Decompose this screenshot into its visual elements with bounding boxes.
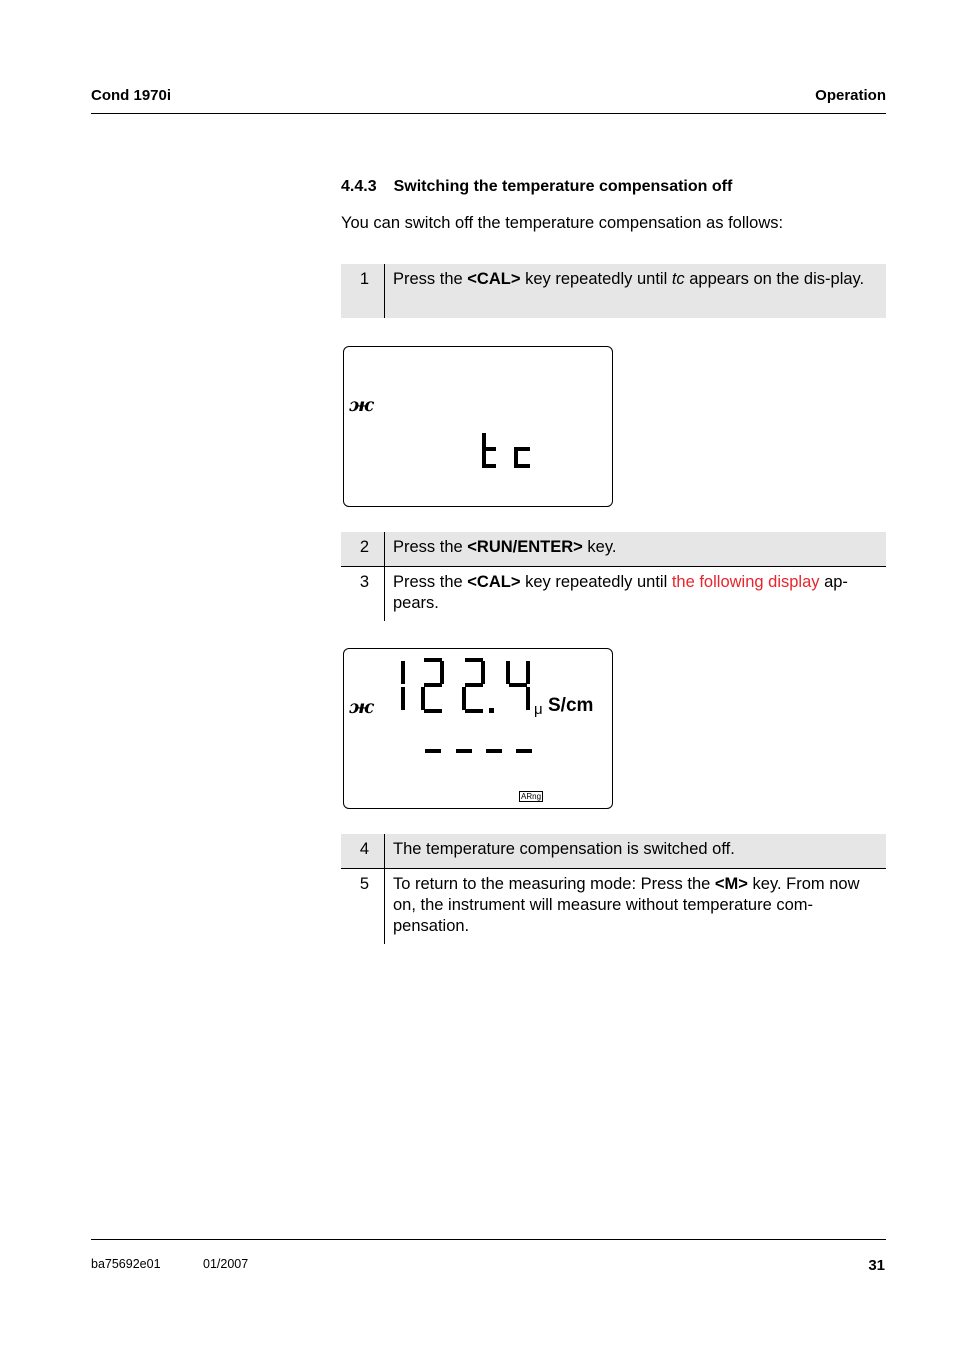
step-number: 2 [359,538,369,556]
footer-rule [91,1239,886,1240]
header-chapter: Operation [815,87,886,104]
step-4 [341,834,886,868]
step-number: 1 [359,270,369,288]
unit-label: S/cm [548,695,594,716]
header-product: Cond 1970i [91,87,172,104]
measurement-segment-digits [344,649,612,808]
step-5 [341,868,886,944]
step-text: Press the <CAL> key repeatedly until the following display ap-pears. [393,573,848,612]
step-text: Press the <RUN/ENTER> key. [393,538,617,556]
section-heading [341,178,732,196]
step-number: 3 [359,573,369,591]
step-text: To return to the measuring mode: Press the <M> key. From now on, the instrument will measure without temperature com-pensation. [393,875,860,935]
footer-date: 01/2007 [203,1257,249,1271]
page-number: 31 [868,1257,885,1274]
step-number: 5 [359,875,369,893]
section-title: Switching the temperature compensation off [393,178,733,195]
measure-symbol-icon: ж [349,394,374,416]
section-number: 4.4.3 [341,178,377,195]
footer-doc-id: ba75692e01 [91,1257,161,1271]
arng-badge: ARng [521,792,542,801]
step-3 [341,566,886,621]
lcd-display-tc [343,346,613,507]
step-2 [341,532,886,566]
step-number: 4 [359,840,369,858]
cross-reference-link[interactable]: the following display [671,573,820,591]
lcd-display-measurement [343,648,613,809]
step-text: The temperature compensation is switched off. [393,840,735,858]
unit-prefix: μ [534,701,543,718]
intro-text: You can switch off the temperature compensation as follows: [341,214,784,232]
step-text: Press the <CAL> key repeatedly until tc appears on the dis-play. [393,270,865,288]
header-rule [91,113,886,114]
measure-symbol-icon: ж [349,696,374,718]
tc-segment-text [344,347,612,506]
step-1 [341,264,886,318]
